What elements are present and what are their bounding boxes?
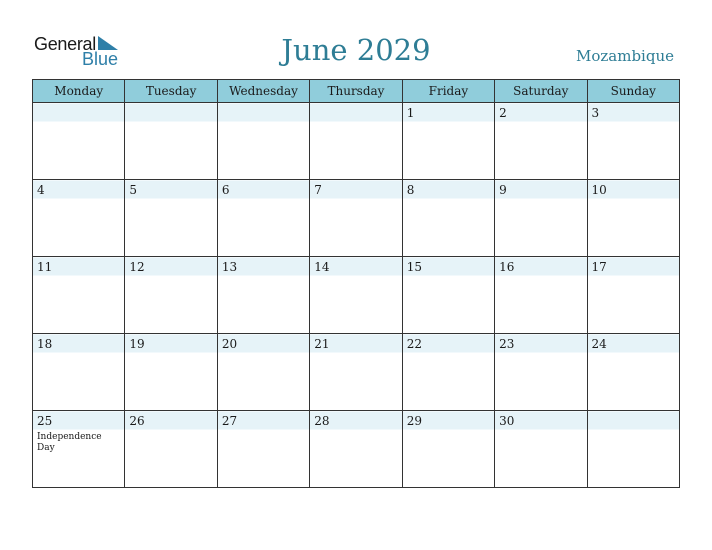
- day-cell: [310, 257, 402, 334]
- weekday-header: Friday: [402, 80, 494, 103]
- weekday-header: Sunday: [587, 80, 679, 103]
- day-number: 3: [591, 106, 600, 120]
- day-number: [125, 103, 216, 105]
- weekday-header: Thursday: [310, 80, 402, 103]
- week-row: [33, 180, 680, 257]
- day-number: 16: [499, 260, 515, 274]
- day-cell: [33, 411, 125, 488]
- day-cell: [587, 334, 679, 411]
- day-cell: [125, 103, 217, 180]
- country-name: Mozambique: [576, 47, 674, 65]
- day-number: 11: [37, 260, 53, 274]
- day-number: 12: [129, 260, 145, 274]
- day-number: [218, 103, 309, 105]
- day-cell: [587, 411, 679, 488]
- day-number: 10: [591, 183, 607, 197]
- day-number: 24: [591, 337, 607, 351]
- calendar-grid: [32, 79, 680, 488]
- day-number: 30: [499, 414, 515, 428]
- day-number: 8: [406, 183, 415, 197]
- day-number: [33, 103, 124, 105]
- day-cell: [310, 411, 402, 488]
- day-cell: [310, 334, 402, 411]
- day-number: 19: [129, 337, 145, 351]
- day-cell: [495, 334, 587, 411]
- day-number: 4: [37, 183, 45, 197]
- day-cell: [217, 334, 309, 411]
- day-cell: [495, 103, 587, 180]
- day-number: [310, 103, 401, 105]
- day-number: 22: [406, 337, 422, 351]
- day-cell: [33, 180, 125, 257]
- day-cell: [402, 180, 494, 257]
- day-cell: [495, 411, 587, 488]
- day-cell: [125, 257, 217, 334]
- day-number: 13: [221, 260, 238, 274]
- day-number: 7: [314, 183, 322, 197]
- day-number: 20: [221, 337, 238, 351]
- day-cell: [587, 103, 679, 180]
- weekday-header-row: [33, 80, 680, 103]
- day-number: 23: [499, 337, 515, 351]
- day-number: 5: [129, 183, 138, 197]
- day-cell: [402, 103, 494, 180]
- weekday-header: Tuesday: [125, 80, 217, 103]
- week-row: [33, 103, 680, 180]
- holiday-label: Independence Day: [37, 432, 102, 453]
- day-cell: [310, 103, 402, 180]
- day-cell: [495, 257, 587, 334]
- day-number: 29: [406, 414, 422, 428]
- logo-text-general: General: [34, 34, 96, 54]
- day-number: 6: [221, 183, 230, 197]
- day-cell: [217, 180, 309, 257]
- day-number: 27: [221, 414, 238, 428]
- day-cell: [402, 334, 494, 411]
- weekday-header: Saturday: [495, 80, 587, 103]
- day-number: 21: [314, 337, 330, 351]
- day-number: 18: [37, 337, 53, 351]
- day-number: 9: [499, 183, 507, 197]
- day-cell: [125, 411, 217, 488]
- day-number: 26: [129, 414, 145, 428]
- day-cell: [33, 103, 125, 180]
- day-cell: [125, 334, 217, 411]
- day-cell: [310, 180, 402, 257]
- day-number: 1: [406, 106, 415, 120]
- day-cell: [217, 103, 309, 180]
- day-number: 25: [37, 414, 53, 428]
- day-cell: [587, 257, 679, 334]
- day-cell: [402, 411, 494, 488]
- weekday-header: Wednesday: [217, 80, 309, 103]
- day-number: 14: [314, 260, 330, 274]
- day-cell: [33, 334, 125, 411]
- weekday-header: Monday: [33, 80, 125, 103]
- week-row: [33, 334, 680, 411]
- day-cell: [217, 257, 309, 334]
- week-row: [33, 411, 680, 488]
- day-number: [588, 411, 679, 413]
- day-number: 15: [406, 260, 422, 274]
- day-cell: [402, 257, 494, 334]
- day-cell: [495, 180, 587, 257]
- calendar-title: June 2029: [281, 33, 431, 67]
- day-cell: [33, 257, 125, 334]
- day-number: 2: [499, 106, 507, 120]
- day-cell: [125, 180, 217, 257]
- day-number: 17: [591, 260, 607, 274]
- logo-text-blue: Blue: [82, 49, 119, 69]
- day-cell: [217, 411, 309, 488]
- day-cell: [587, 180, 679, 257]
- week-row: [33, 257, 680, 334]
- day-number: 28: [314, 414, 330, 428]
